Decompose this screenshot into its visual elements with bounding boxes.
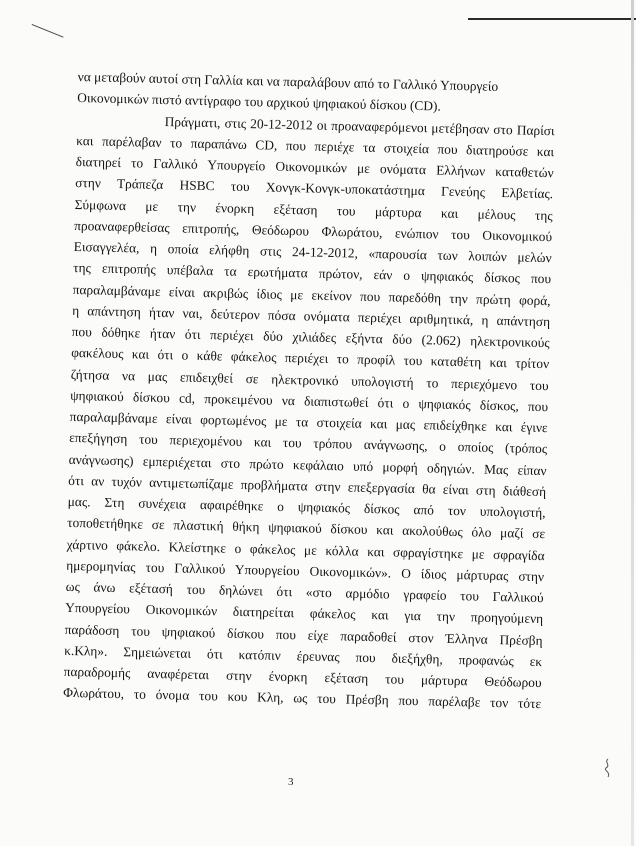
text-line: φακέλους και ότι ο κάθε φάκελος περιέχει το προφίλ του καταθέτη και τρίτον [71,345,550,372]
text-line: στην Τράπεζα HSBC του Χονγκ-Κονγκ-υποκατάστημα Γενεύης Ελβετίας. [75,175,554,202]
text-line: Πράγματι, στις 20-12-2012 οι προαναφερόμενοι μετέβησαν στο Παρίσι [164,113,555,138]
text-line: τοποθετήθηκε σε πλαστική θήκη ψηφιακού δίσκου και ακολούθως όλο μαζί σε [67,515,546,542]
text-line: ότι αν τυχόν αντιμετωπίζαμε προβλήματα στην επεξεργασία θα είναι στη διάθεσή [68,472,547,499]
text-line: παράδοση του ψηφιακού δίσκου που είχε παραδοθεί στον Έλληνα Πρέσβη [64,621,543,648]
text-line: της επιτροπής υπέβαλα τα ερωτήματα πρώτον, εάν ο ψηφιακός δίσκος που [73,260,552,287]
text-line: Φλωράτου, το όνομα του κου Κλη, ως του Πρέσβη που παρέλαβε τον τότε [63,685,542,712]
text-line: ζήτησα να μας επιδειχθεί σε ηλεκτρονικό υπολογιστή το περιεχόμενο του [70,366,549,393]
text-line: ως άνω εξέτασή του δηλώνει ότι «στο αρμόδιο γραφείο του Γαλλικού [65,578,544,606]
text-line: κ.Κλη». Σημειώνεται ότι κατόπιν έρευνας που διεξήχθη, προφανώς εκ [64,642,543,669]
text-line: Οικονομικών πιστό αντίγραφο του αρχικού ψηφιακού δίσκου (CD). [77,90,441,114]
text-line: ανάγνωσης) εμπεριέχεται στο πρώτο κεφάλαιο υπό μορφή οδηγιών. Μας είπαν [68,451,547,478]
text-line: Υπουργείου Οικονομικών διατηρείται φάκελος και για την προηγούμενη [65,600,544,627]
body-text [63,66,556,715]
text-line: η απάντηση ήταν ναι, δεύτερον πόσα ονόματα περιέχει αριθμητικά, η απάντηση [72,302,551,329]
scan-corner-mark [24,24,63,56]
text-line: και παρέλαβαν το παραπάνω CD, που περιέχε τα στοιχεία που διατηρούσε και [76,132,555,159]
text-line: μας. Στη συνέχεια αφαιρέθηκε ο ψηφιακός δίσκος από τον υπολογιστή, [67,493,546,521]
text-line: χάρτινο φάκελο. Κλείστηκε ο φάκελος με κόλλα και σφραγίστηκε με σφραγίδα [66,536,545,563]
text-line: ημερομηνίας του Γαλλικού Υπουργείου Οικονομικών». Ο ίδιος μάρτυρας στην [66,557,545,584]
text-line: Εισαγγελέα, η οποία ελήφθη στις 24-12-2012, «παρουσία των λοιπών μελών [73,238,552,266]
text-line: διατηρεί το Γαλλικό Υπουργείο Οικονομικών με ονόματα Ελλήνων καταθετών [75,153,554,181]
scan-right-edge [631,0,634,846]
scan-edge-line [468,18,636,20]
text-line: παραλαμβάναμε είναι ακριβώς ίδιος με εκείνον που παρεδόθη την πρώτη φορά, [72,281,551,308]
margin-scribble-icon [602,758,614,778]
text-line: προαναφερθείσας επιτροπής, Θεόδωρου Φλωράτου, ενώπιον του Οικονομικού [74,217,553,244]
text-line: ψηφιακού δίσκου cd, προκειμένου να διαπιστωθεί ότι ο ψηφιακός δίσκος, που [70,387,549,414]
text-line: παραλαμβάναμε είναι φορτωμένος με τα στοιχεία και μας επιδείχθηκε και έγινε [69,408,548,436]
text-line: που δόθηκε ήταν ότι περιέχει δύο χιλιάδες εξήντα δύο (2.062) ηλεκτρονικούς [71,323,550,351]
text-line: παραδρομής αναφέρεται στην ένορκη εξέταση του μάρτυρα Θεόδωρου [63,663,542,691]
text-line: να μεταβούν αυτοί στη Γαλλία και να παραλάβουν από το Γαλλικό Υπουργείο [77,68,499,94]
text-line: επεξήγηση του περιεχομένου και του τρόπου ανάγνωσης, ο οποίος (τρόπος [69,430,548,457]
page-number: 3 [288,776,294,788]
text-line: Σύμφωνα με την ένορκη εξέταση του μάρτυρα και μέλους της [74,196,553,223]
